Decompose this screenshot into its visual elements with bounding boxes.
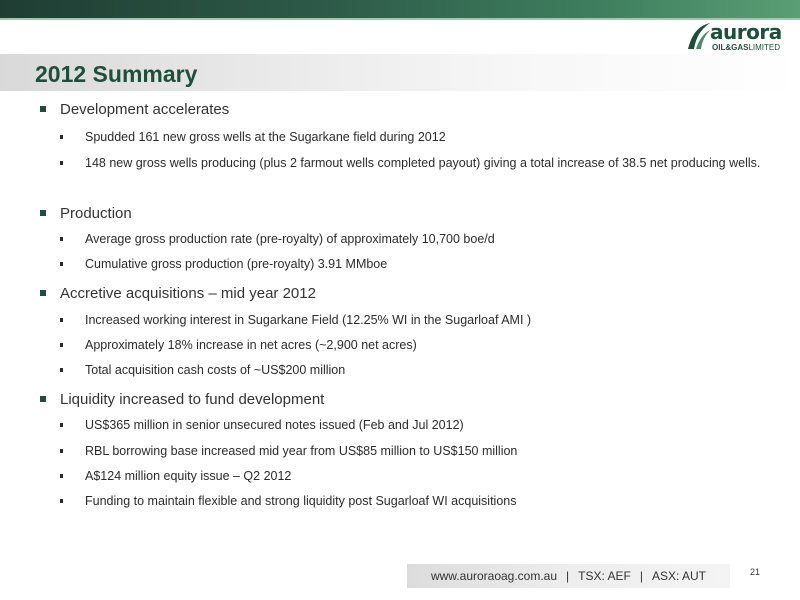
- bullet-cumulative-production: Cumulative gross production (pre-royalty) 3.91 MMboe: [85, 255, 775, 274]
- bullet-net-acres: Approximately 18% increase in net acres (~2,900 net acres): [85, 336, 775, 355]
- bullet-funding-liquidity: Funding to maintain flexible and strong liquidity post Sugarloaf WI acquisitions: [85, 492, 775, 511]
- aurora-swoosh-icon: [686, 20, 712, 52]
- page-title: 2012 Summary: [35, 61, 198, 87]
- bullet-producing-wells: 148 new gross wells producing (plus 2 farmout wells completed payout) giving a total increase of 38.5 net producing wells.: [85, 154, 775, 173]
- bullet-spudded-wells: Spudded 161 new gross wells at the Sugarkane field during 2012: [85, 128, 775, 147]
- bullet-equity-issue: A$124 million equity issue – Q2 2012: [85, 467, 775, 486]
- footer-separator: |: [639, 569, 643, 583]
- bullet-working-interest: Increased working interest in Sugarkane Field (12.25% WI in the Sugarloaf AMI ): [85, 311, 775, 330]
- section-heading-development: Development accelerates: [60, 101, 230, 118]
- bullet-rbl-borrowing: RBL borrowing base increased mid year from US$85 million to US$150 million: [85, 442, 775, 461]
- logo-wordmark: aurora: [710, 20, 782, 44]
- page-number: 21: [750, 567, 761, 577]
- logo-subtitle: [712, 43, 780, 53]
- footer-asx: ASX: AUT: [651, 569, 707, 583]
- section-heading-acquisitions: Accretive acquisitions – mid year 2012: [60, 285, 316, 302]
- company-logo: [686, 20, 796, 54]
- bullet-acquisition-costs: Total acquisition cash costs of ~US$200 million: [85, 361, 775, 380]
- bullet-average-production: Average gross production rate (pre-royalty) of approximately 10,700 boe/d: [85, 230, 775, 249]
- footer-info: [407, 568, 730, 584]
- footer-website: www.auroraoag.com.au: [430, 569, 558, 583]
- bullet-senior-notes: US$365 million in senior unsecured notes issued (Feb and Jul 2012): [85, 416, 775, 435]
- logo-subtitle-bold: OIL&GAS: [712, 43, 749, 52]
- header-divider: [0, 18, 800, 20]
- footer-tsx: TSX: AEF: [578, 569, 631, 583]
- footer-separator: |: [566, 569, 570, 583]
- section-heading-liquidity: Liquidity increased to fund development: [60, 391, 325, 408]
- section-heading-production: Production: [60, 205, 132, 222]
- header-bar: [0, 0, 800, 18]
- logo-subtitle-light: LIMITED: [748, 43, 781, 52]
